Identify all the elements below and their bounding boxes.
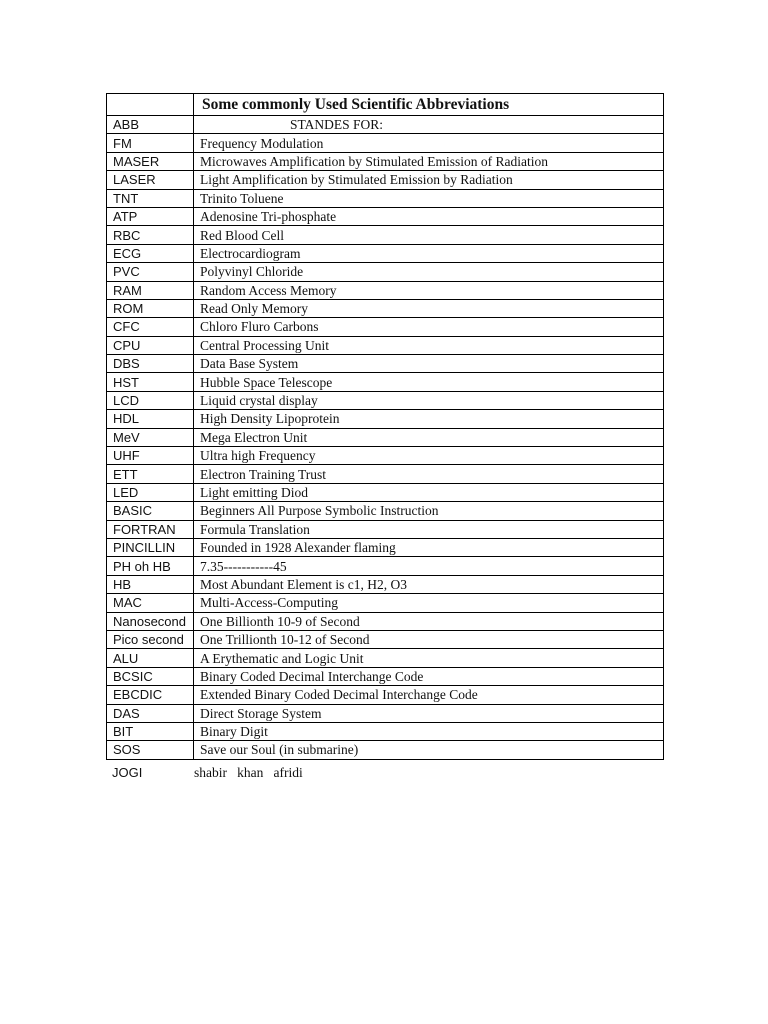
meaning-cell: Most Abundant Element is c1, H2, O3 xyxy=(194,575,664,593)
abbreviation-cell: CFC xyxy=(107,318,194,336)
meaning-cell: Chloro Fluro Carbons xyxy=(194,318,664,336)
meaning-cell: A Erythematic and Logic Unit xyxy=(194,649,664,667)
table-row xyxy=(107,520,664,538)
abbreviation-cell: BASIC xyxy=(107,502,194,520)
meaning-cell: Binary Digit xyxy=(194,722,664,740)
abbreviation-cell: MeV xyxy=(107,428,194,446)
meaning-cell: Polyvinyl Chloride xyxy=(194,263,664,281)
table-row xyxy=(107,649,664,667)
abbreviation-cell: SOS xyxy=(107,741,194,759)
table-row xyxy=(107,447,664,465)
table-row xyxy=(107,152,664,170)
abbreviation-cell: DBS xyxy=(107,355,194,373)
abbreviation-cell: RBC xyxy=(107,226,194,244)
table-row xyxy=(107,465,664,483)
table-row xyxy=(107,355,664,373)
abbreviation-cell: BCSIC xyxy=(107,667,194,685)
meaning-cell: Electrocardiogram xyxy=(194,244,664,262)
meaning-cell: Founded in 1928 Alexander flaming xyxy=(194,538,664,556)
abbreviation-cell: LCD xyxy=(107,391,194,409)
abbreviation-cell: HST xyxy=(107,373,194,391)
abbreviation-cell: Nanosecond xyxy=(107,612,194,630)
abbreviation-cell: ETT xyxy=(107,465,194,483)
table-row xyxy=(107,594,664,612)
title-blank-cell xyxy=(107,94,194,116)
table-row xyxy=(107,244,664,262)
abbreviation-cell: FM xyxy=(107,134,194,152)
meaning-cell: Mega Electron Unit xyxy=(194,428,664,446)
meaning-cell: Data Base System xyxy=(194,355,664,373)
table-row xyxy=(107,630,664,648)
table-row xyxy=(107,336,664,354)
abbreviation-cell: UHF xyxy=(107,447,194,465)
meaning-cell: Trinito Toluene xyxy=(194,189,664,207)
meaning-cell: Central Processing Unit xyxy=(194,336,664,354)
abbreviation-cell: Pico second xyxy=(107,630,194,648)
meaning-cell: Extended Binary Coded Decimal Interchange Code xyxy=(194,686,664,704)
meaning-cell: Random Access Memory xyxy=(194,281,664,299)
table-row xyxy=(107,281,664,299)
meaning-cell: Red Blood Cell xyxy=(194,226,664,244)
abbreviation-cell: PH oh HB xyxy=(107,557,194,575)
table-row xyxy=(107,704,664,722)
table-row xyxy=(107,391,664,409)
meaning-cell: Liquid crystal display xyxy=(194,391,664,409)
table-row xyxy=(107,575,664,593)
meaning-cell: Light Amplification by Stimulated Emission by Radiation xyxy=(194,171,664,189)
header-row xyxy=(107,116,664,134)
footer-abbr: JOGI xyxy=(112,765,143,780)
meaning-cell: Read Only Memory xyxy=(194,299,664,317)
meaning-cell: Beginners All Purpose Symbolic Instruction xyxy=(194,502,664,520)
table-row xyxy=(107,538,664,556)
abbreviation-cell: ECG xyxy=(107,244,194,262)
abbreviation-cell: EBCDIC xyxy=(107,686,194,704)
table-row xyxy=(107,667,664,685)
meaning-cell: Multi-Access-Computing xyxy=(194,594,664,612)
abbreviation-cell: ATP xyxy=(107,207,194,225)
abbreviation-cell: RAM xyxy=(107,281,194,299)
meaning-cell: Save our Soul (in submarine) xyxy=(194,741,664,759)
meaning-cell: Direct Storage System xyxy=(194,704,664,722)
meaning-cell: Formula Translation xyxy=(194,520,664,538)
meaning-cell: Light emitting Diod xyxy=(194,483,664,501)
title-row xyxy=(107,94,664,116)
abbreviation-cell: LED xyxy=(107,483,194,501)
meaning-cell: One Trillionth 10-12 of Second xyxy=(194,630,664,648)
abbreviation-cell: HB xyxy=(107,575,194,593)
table-row xyxy=(107,428,664,446)
table-row xyxy=(107,722,664,740)
table-row xyxy=(107,741,664,759)
abbreviation-cell: TNT xyxy=(107,189,194,207)
meaning-cell: Electron Training Trust xyxy=(194,465,664,483)
abbreviation-cell: PVC xyxy=(107,263,194,281)
abbreviations-table xyxy=(106,93,664,760)
abbreviations-table-body xyxy=(107,94,664,760)
table-row xyxy=(107,612,664,630)
abbreviation-cell: MAC xyxy=(107,594,194,612)
footer-line xyxy=(112,764,303,782)
abbreviation-cell: FORTRAN xyxy=(107,520,194,538)
header-meaning-cell: STANDES FOR: xyxy=(194,116,664,134)
table-row xyxy=(107,557,664,575)
document-title: Some commonly Used Scientific Abbreviations xyxy=(194,94,664,116)
header-abbr-cell: ABB xyxy=(107,116,194,134)
footer-author: shabir khan afridi xyxy=(194,765,303,780)
table-row xyxy=(107,189,664,207)
abbreviation-cell: PINCILLIN xyxy=(107,538,194,556)
table-row xyxy=(107,171,664,189)
meaning-cell: Hubble Space Telescope xyxy=(194,373,664,391)
abbreviation-cell: LASER xyxy=(107,171,194,189)
meaning-cell: High Density Lipoprotein xyxy=(194,410,664,428)
table-row xyxy=(107,318,664,336)
table-row xyxy=(107,299,664,317)
table-row xyxy=(107,686,664,704)
meaning-cell: Ultra high Frequency xyxy=(194,447,664,465)
meaning-cell: Binary Coded Decimal Interchange Code xyxy=(194,667,664,685)
abbreviation-cell: ALU xyxy=(107,649,194,667)
meaning-cell: 7.35-----------45 xyxy=(194,557,664,575)
table-row xyxy=(107,373,664,391)
abbreviation-cell: HDL xyxy=(107,410,194,428)
meaning-cell: One Billionth 10-9 of Second xyxy=(194,612,664,630)
meaning-cell: Frequency Modulation xyxy=(194,134,664,152)
meaning-cell: Microwaves Amplification by Stimulated Emission of Radiation xyxy=(194,152,664,170)
table-row xyxy=(107,410,664,428)
table-row xyxy=(107,263,664,281)
table-row xyxy=(107,134,664,152)
abbreviation-cell: CPU xyxy=(107,336,194,354)
table-row xyxy=(107,502,664,520)
table-row xyxy=(107,483,664,501)
abbreviation-cell: MASER xyxy=(107,152,194,170)
table-row xyxy=(107,226,664,244)
abbreviation-cell: DAS xyxy=(107,704,194,722)
abbreviation-cell: BIT xyxy=(107,722,194,740)
table-row xyxy=(107,207,664,225)
abbreviation-cell: ROM xyxy=(107,299,194,317)
meaning-cell: Adenosine Tri-phosphate xyxy=(194,207,664,225)
